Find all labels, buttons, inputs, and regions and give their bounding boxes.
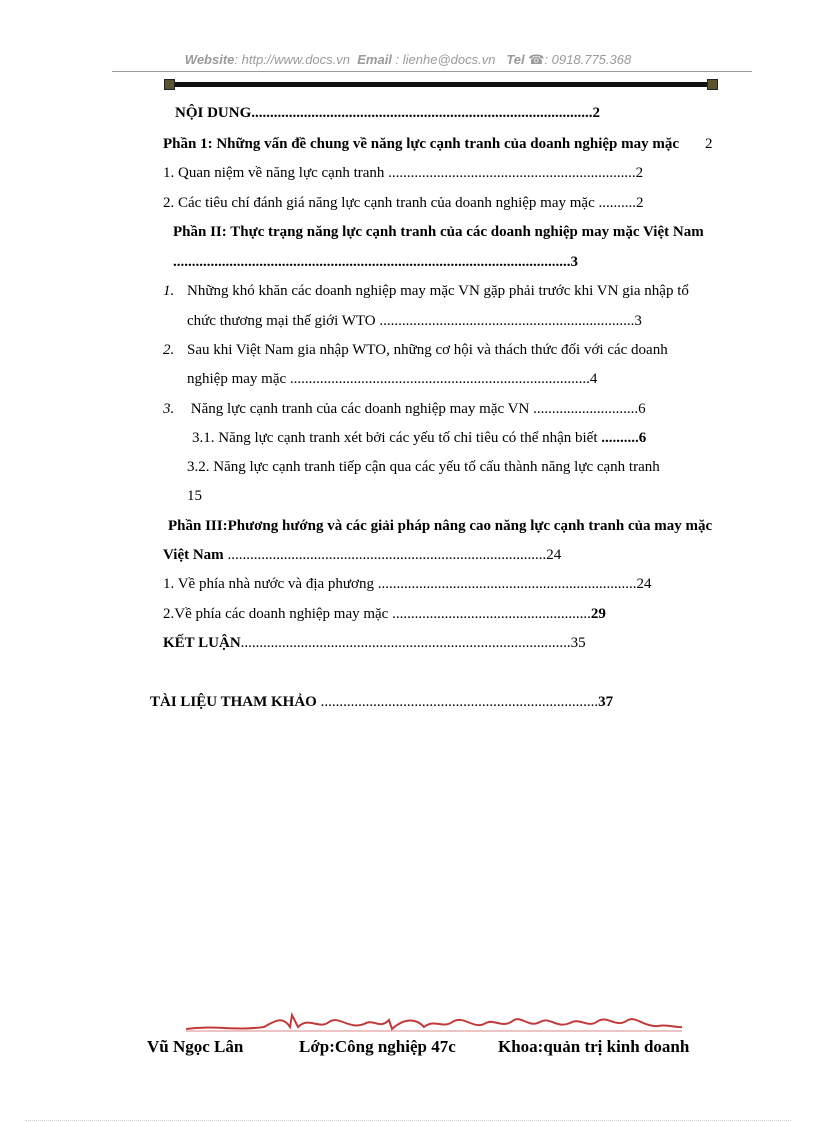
footer-faculty: Khoa:quản trị kinh doanh	[498, 1037, 690, 1056]
email-value[interactable]: : lienhe@docs.vn	[395, 52, 496, 67]
toc-entry-2-2-cont[interactable]: nghiệp may mặc ................................................................................4	[187, 371, 598, 387]
website-label: Website	[184, 52, 235, 67]
toc-entry-phan-1[interactable]: Phần 1: Những vấn đề chung về năng lực cạnh tranh của doanh nghiệp may mặc 2	[163, 136, 713, 152]
toc-entry-phan-3[interactable]: Phần III:Phương hướng và các giải pháp nâng cao năng lực cạnh tranh của may mặc	[168, 518, 713, 534]
toc-entry-tai-lieu[interactable]: TÀI LIỆU THAM KHẢO ..........................................................................37	[150, 694, 614, 710]
email-label: Email	[357, 52, 392, 67]
toc-entry-3-1[interactable]: 1. Về phía nhà nước và địa phương .....................................................................24	[163, 576, 652, 592]
toc-entry-phan-2-leader[interactable]: ..........................................................................................................3	[173, 254, 578, 270]
toc-entry-phan-2[interactable]: Phần II: Thực trạng năng lực cạnh tranh của các doanh nghiệp may mặc Việt Nam	[173, 224, 704, 240]
toc-entry-3-2[interactable]: 2.Về phía các doanh nghiệp may mặc .....................................................29	[163, 606, 606, 622]
page-bottom-border	[25, 1120, 791, 1121]
tel-value: : 0918.775.368	[544, 52, 632, 67]
toc-entry-2-2[interactable]: 2. Sau khi Việt Nam gia nhập WTO, những cơ hội và thách thức đối với các doanh	[163, 342, 668, 358]
footer-class: Lớp:Công nghiệp 47c	[299, 1037, 456, 1056]
toc-entry-1-2[interactable]: 2. Các tiêu chí đánh giá năng lực cạnh tranh của doanh nghiệp may mặc ..........2	[163, 195, 644, 211]
toc-entry-2-1[interactable]: 1. Những khó khăn các doanh nghiệp may mặc VN gặp phải trước khi VN gia nhập tổ	[163, 283, 689, 299]
phone-icon: ☎	[528, 52, 545, 67]
tel-label: Tel	[506, 52, 525, 67]
footer-decorative-border	[184, 1012, 684, 1034]
toc-entry-2-3-2[interactable]: 3.2. Năng lực cạnh tranh tiếp cận qua các yếu tố cấu thành năng lực cạnh tranh	[187, 459, 660, 475]
toc-entry-phan-3-cont[interactable]: Việt Nam .....................................................................................24	[163, 547, 562, 563]
toc-entry-1-1[interactable]: 1. Quan niệm về năng lực cạnh tranh ..................................................................2	[163, 165, 644, 181]
toc-entry-2-1-cont[interactable]: chức thương mại thế giới WTO ....................................................................3	[187, 313, 642, 329]
toc-entry-2-3-1[interactable]: 3.1. Năng lực cạnh tranh xét bởi các yếu tố chỉ tiêu có thể nhận biết ..........6	[192, 430, 647, 446]
footer-author: Vũ Ngọc Lân	[147, 1037, 244, 1056]
toc-entry-2-3[interactable]: 3. Năng lực cạnh tranh của các doanh nghiệp may mặc VN ............................6	[163, 401, 646, 417]
website-value[interactable]: : http://www.docs.vn	[234, 52, 350, 67]
toc-entry-ket-luan[interactable]: KẾT LUẬN........................................................................................35	[163, 635, 586, 651]
toc-entry-2-3-2-page[interactable]: 15	[187, 488, 202, 504]
toc-entry-noi-dung[interactable]: NỘI DUNG...........................................................................................2	[175, 105, 601, 121]
